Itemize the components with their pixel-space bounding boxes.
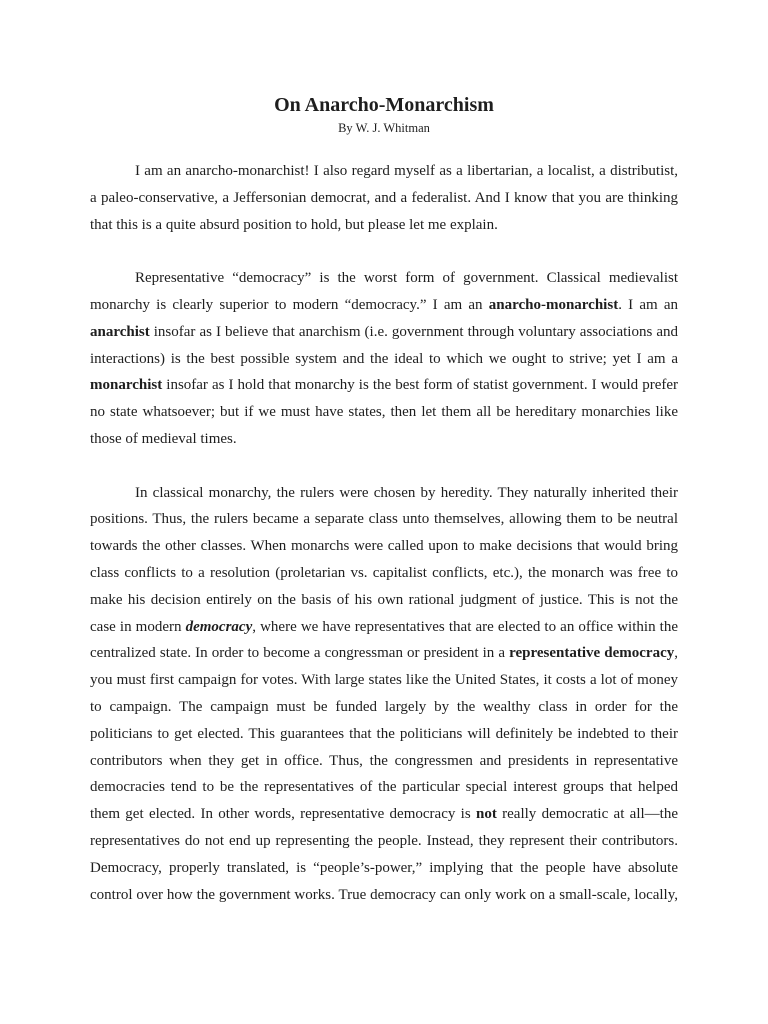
text-line: [90, 399, 678, 426]
text-run: interactions) is the best possible system and the ideal to which we ought to strive; yet I am a: [90, 350, 678, 367]
text-run: really democratic at all—the: [496, 806, 678, 823]
emphasized-text: not: [475, 806, 497, 823]
text-line: [90, 748, 678, 775]
text-run: Democracy, properly translated, is “people’s-power,” implying that the people have absolute: [90, 859, 678, 876]
text-line: [90, 721, 678, 748]
emphasized-text: anarchist: [90, 323, 150, 340]
text-run: contributors when they get in office. Thus, the congressmen and presidents in representative: [90, 752, 678, 769]
document-body: [90, 158, 678, 935]
document-title: On Anarcho-Monarchism: [274, 94, 494, 116]
text-line: [90, 587, 678, 614]
text-run: to campaign. The campaign must be funded largely by the wealthy class in order for the: [90, 698, 678, 715]
text-line: [90, 828, 678, 855]
paragraph: [90, 480, 678, 909]
text-line: [90, 855, 678, 882]
text-line: [90, 265, 678, 292]
text-run: ,: [674, 645, 678, 662]
text-line: [90, 640, 678, 667]
text-line: [90, 882, 678, 909]
text-run: no state whatsoever; but if we must have states, then let them all be hereditary monarchies like: [90, 404, 678, 421]
text-line: [90, 346, 678, 373]
emphasized-text: monarchist: [90, 377, 163, 394]
text-run: representatives do not end up representing the people. Instead, they represent their contributors.: [90, 832, 678, 849]
text-line: [90, 506, 678, 533]
text-run: positions. Thus, the rulers became a separate class unto themselves, allowing them to be neutral: [90, 511, 678, 528]
text-line: [90, 480, 678, 507]
text-run: democracies tend to be the representatives of the particular special interest groups that helped: [90, 779, 678, 796]
text-line: [90, 426, 678, 453]
paragraph: [90, 265, 678, 453]
text-line: [90, 533, 678, 560]
text-line: [90, 801, 678, 828]
text-line: [90, 158, 678, 185]
text-line: [90, 292, 678, 319]
emphasized-text: democracy: [185, 618, 253, 635]
text-run: insofar as I hold that monarchy is the best form of statist government. I would prefer: [162, 377, 678, 394]
text-run: towards the other classes. When monarchs were called upon to make decisions that would bring: [90, 538, 678, 555]
text-run: class conflicts to a resolution (proletarian vs. capitalist conflicts, etc.), the monarch was free to: [90, 564, 678, 581]
text-line: [90, 185, 678, 212]
text-run: politicians to get elected. This guarantees that the politicians will definitely be indebted to their: [90, 725, 678, 742]
text-run: In classical monarchy, the rulers were chosen by heredity. They naturally inherited their: [135, 484, 678, 501]
text-run: Representative “democracy” is the worst form of government. Classical medievalist: [135, 270, 678, 287]
text-line: [90, 667, 678, 694]
text-run: that this is a quite absurd position to hold, but please let me explain.: [90, 216, 498, 233]
text-line: [90, 560, 678, 587]
text-run: them get elected. In other words, representative democracy is: [90, 806, 476, 823]
text-run: control over how the government works. True democracy can only work on a small-scale, locally,: [90, 886, 678, 903]
text-line: [90, 774, 678, 801]
emphasized-text: representative democracy: [509, 645, 675, 662]
text-run: I am an anarcho-monarchist! I also regard myself as a libertarian, a localist, a distributist,: [135, 163, 678, 179]
text-line: [90, 319, 678, 346]
text-run: centralized state. In order to become a congressman or president in a: [90, 645, 510, 662]
text-run: . I am an: [618, 296, 678, 313]
text-line: [90, 614, 678, 641]
text-line: [90, 372, 678, 399]
emphasized-text: anarcho-monarchist: [488, 296, 619, 313]
text-run: case in modern: [90, 618, 186, 635]
text-run: you must first campaign for votes. With large states like the United States, it costs a lot of money: [90, 672, 678, 689]
text-run: make his decision entirely on the basis of his own rational judgment of justice. This is not the: [90, 591, 678, 608]
text-line: [90, 212, 678, 239]
paragraph: [90, 158, 678, 238]
text-run: those of medieval times.: [90, 430, 237, 447]
text-run: insofar as I believe that anarchism (i.e. government through voluntary associations and: [149, 323, 678, 340]
byline: By W. J. Whitman: [338, 120, 430, 135]
text-line: [90, 694, 678, 721]
text-run: monarchy is clearly superior to modern “democracy.” I am an: [90, 296, 489, 313]
text-run: a paleo-conservative, a Jeffersonian democrat, and a federalist. And I know that you are thinking: [90, 189, 678, 206]
text-run: , where we have representatives that are elected to an office within the: [252, 618, 678, 635]
